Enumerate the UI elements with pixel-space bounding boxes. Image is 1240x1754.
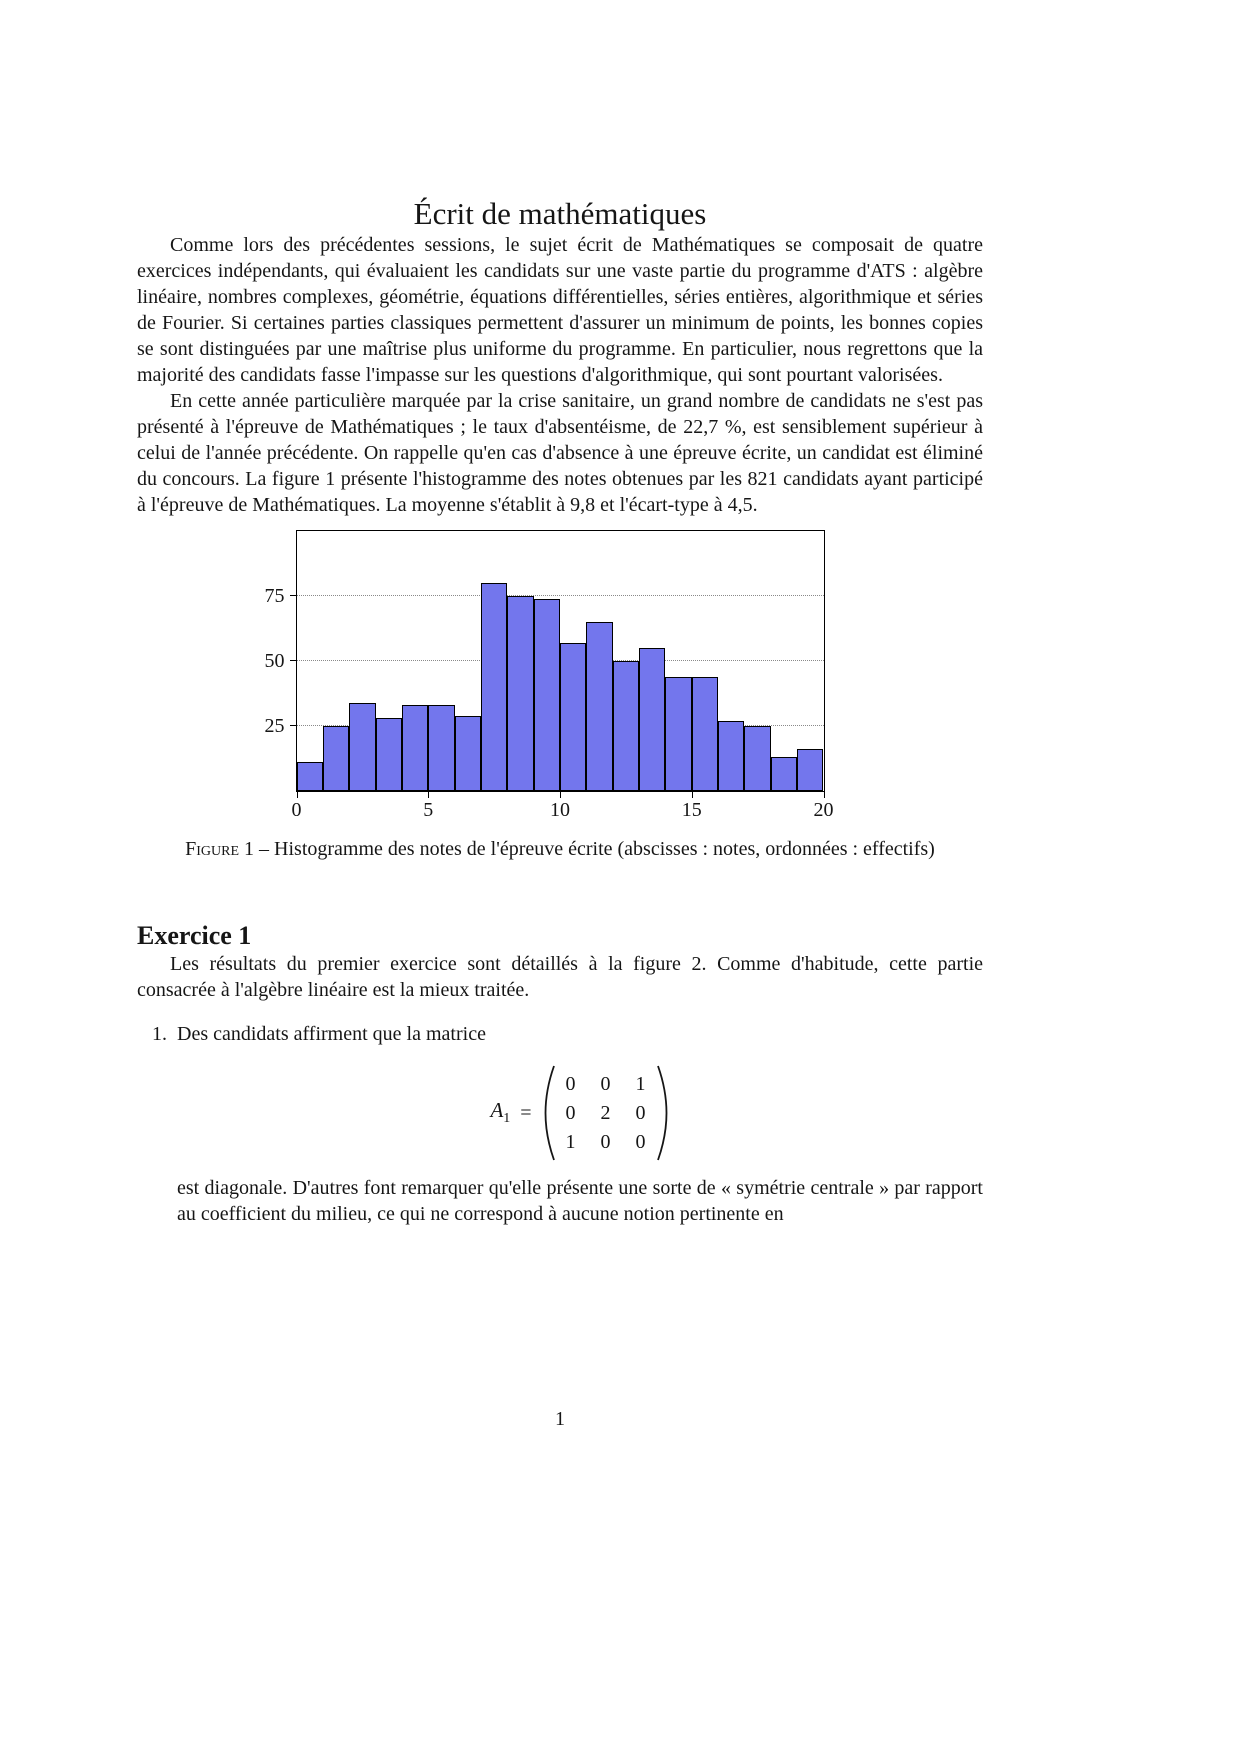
y-tick-label: 75 xyxy=(264,585,285,607)
histogram-bar-10 xyxy=(560,643,586,791)
histogram-bar-8 xyxy=(507,596,533,791)
x-tick-label: 20 xyxy=(813,799,834,821)
y-tick-mark xyxy=(290,660,296,661)
histogram-bar-14 xyxy=(665,677,691,791)
matrix-cells xyxy=(561,1072,651,1154)
matrix-cell: 0 xyxy=(565,1102,576,1124)
list-item-body xyxy=(177,1021,983,1227)
x-tick-mark xyxy=(824,792,825,798)
matrix-cell: 1 xyxy=(565,1131,576,1153)
y-tick-mark xyxy=(290,725,296,726)
histogram-bar-12 xyxy=(613,661,639,791)
histogram-bar-6 xyxy=(455,716,481,791)
exercise-intro: Les résultats du premier exercice sont détaillés à la figure 2. Comme d'habitude, cette partie consacrée à l'algèbre linéaire est la mieux traitée. xyxy=(137,953,983,1001)
histogram-bar-3 xyxy=(376,718,402,791)
histogram-bar-1 xyxy=(323,726,349,791)
histogram-bar-16 xyxy=(718,721,744,791)
figure-caption-text: – Histogramme des notes de l'épreuve écrite (abscisses : notes, ordonnées : effectifs) xyxy=(254,838,935,860)
matrix-variable xyxy=(490,1098,510,1127)
histogram-bar-19 xyxy=(797,749,823,791)
matrix-cell: 0 xyxy=(635,1131,646,1153)
text-column xyxy=(137,0,983,1227)
x-tick-mark xyxy=(428,792,429,798)
x-tick-mark xyxy=(692,792,693,798)
x-tick-label: 10 xyxy=(550,799,570,821)
grid-line-y75 xyxy=(297,595,824,596)
section-heading-exercice-1: Exercice 1 xyxy=(137,921,252,950)
right-paren-icon xyxy=(656,1063,670,1163)
matrix-cell: 1 xyxy=(635,1073,646,1095)
list-item-number: 1. xyxy=(152,1023,167,1045)
histogram-bar-13 xyxy=(639,648,665,791)
page-number: 1 xyxy=(555,1408,565,1430)
histogram-bar-0 xyxy=(297,762,323,791)
matrix-cell: 0 xyxy=(600,1131,611,1153)
histogram-bar-2 xyxy=(349,703,375,791)
left-paren-icon xyxy=(542,1063,556,1163)
matrix-variable-letter: A xyxy=(490,1098,504,1123)
matrix-cell: 2 xyxy=(600,1102,611,1124)
y-tick-label: 50 xyxy=(264,650,285,672)
matrix-cell: 0 xyxy=(565,1073,576,1095)
histogram-bar-9 xyxy=(534,599,560,791)
figure-caption xyxy=(137,838,983,861)
matrix-equation xyxy=(177,1063,983,1163)
matrix-cell: 0 xyxy=(635,1102,646,1124)
figure-caption-label: Figure 1 xyxy=(185,838,255,860)
document-title: Écrit de mathématiques xyxy=(413,196,707,231)
x-tick-label: 0 xyxy=(291,799,302,821)
histogram-bar-15 xyxy=(692,677,718,791)
histogram-bar-11 xyxy=(586,622,612,791)
histogram-bar-5 xyxy=(428,705,454,791)
x-tick-mark xyxy=(297,792,298,798)
y-tick-label: 25 xyxy=(264,715,285,737)
paragraph-intro-2: En cette année particulière marquée par la crise sanitaire, un grand nombre de candidats ne s'est pas présenté à l'épreuve de Mathématiques ; le taux d'absentéisme, de 22,7 %, est sensiblement supérieur à celui de l'année précédente. On rappelle qu'en cas d'absence à une épreuve écrite, un candidat est éliminé du concours. La figure 1 présente l'histogramme des notes obtenues par les 821 candidats ayant participé à l'épreuve de Mathématiques. La moyenne s'établit à 9,8 et l'écart-type à 4,5. xyxy=(137,390,983,516)
list-item-text: Des candidats affirment que la matrice xyxy=(177,1023,486,1045)
list-item-continuation: est diagonale. D'autres font remarquer qu'elle présente une sorte de « symétrie centrale » par rapport au coefficient du milieu, ce qui ne correspond à aucune notion pertinente en xyxy=(177,1177,983,1225)
figure-1 xyxy=(137,530,983,861)
histogram-plot xyxy=(264,531,834,821)
x-tick-label: 5 xyxy=(423,799,434,821)
histogram-bar-17 xyxy=(744,726,770,791)
matrix-variable-subscript: 1 xyxy=(503,1111,511,1127)
paragraph-intro-1: Comme lors des précédentes sessions, le sujet écrit de Mathématiques se composait de quatre exercices indépendants, qui évaluaient les candidats sur une vaste partie du programme d'ATS : algèbre linéaire, nombres complexes, géométrie, équations différentielles, séries entières, algorithmique et séries de Fourier. Si certaines parties classiques permettent d'assurer un minimum de points, les bonnes copies se sont distinguées par une maîtrise plus uniforme du programme. En particulier, nous regrettons que la majorité des candidats fasse l'impasse sur les questions d'algorithmique, qui sont pourtant valorisées. xyxy=(137,234,983,386)
histogram-bar-7 xyxy=(481,583,507,791)
histogram-chart xyxy=(264,530,834,821)
x-tick-label: 15 xyxy=(681,799,702,821)
histogram-bar-18 xyxy=(771,757,797,791)
equals-sign: = xyxy=(520,1101,532,1124)
x-tick-mark xyxy=(560,792,561,798)
matrix-cell: 0 xyxy=(600,1073,611,1095)
histogram-bar-4 xyxy=(402,705,428,791)
y-tick-mark xyxy=(290,595,296,596)
list-item-1 xyxy=(137,1021,983,1227)
